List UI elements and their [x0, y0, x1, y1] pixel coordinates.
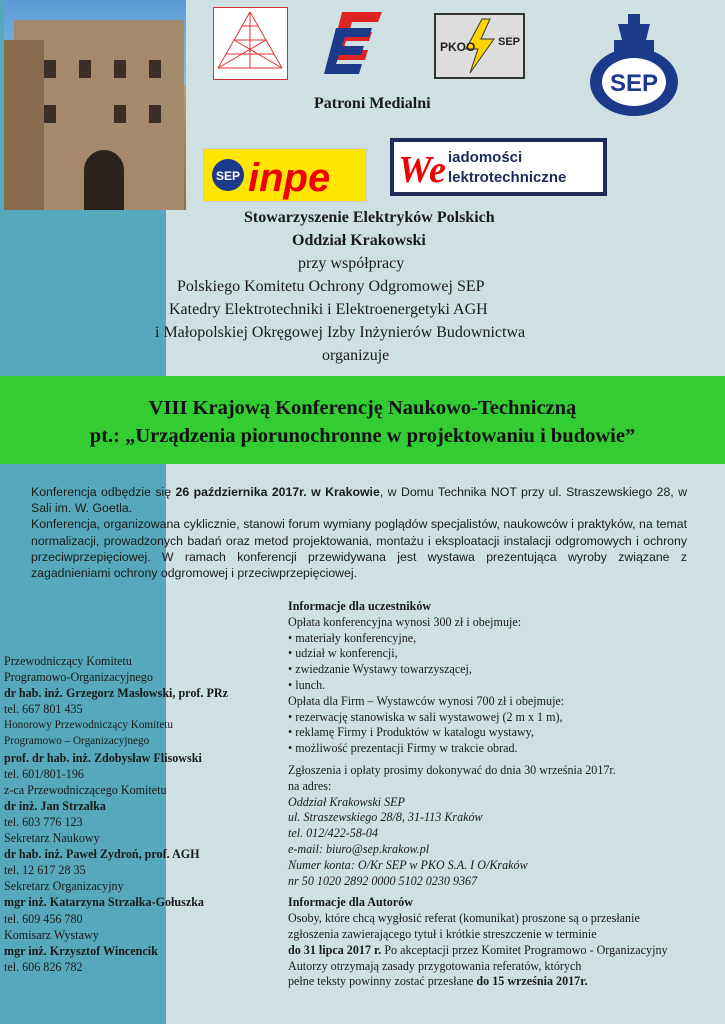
committee-role: Programowo – Organizacyjnego	[4, 735, 150, 748]
lightning-structure-logo	[213, 7, 288, 80]
we-logo	[390, 138, 607, 196]
committee-name: dr hab. inż. Paweł Zydroń, prof. AGH	[4, 847, 200, 862]
svg-text:SEP: SEP	[215, 169, 241, 183]
address-line: nr 50 1020 2892 0000 5102 0230 9367	[288, 873, 478, 888]
committee-name: dr inż. Jan Strzałka	[4, 798, 106, 813]
committee-phone: tel. 667 801 435	[4, 702, 83, 717]
committee-name: dr hab. inż. Grzegorz Masłowski, prof. PRz	[4, 686, 228, 701]
committee-name: mgr inż. Katarzyna Strzałka-Gołuszka	[4, 895, 204, 910]
authors-text: zgłoszenia zawierającego tytuł i krótkie streszczenie w terminie	[288, 926, 597, 941]
email-link[interactable]: e-mail: biuro@sep.krakow.pl	[288, 841, 430, 856]
pkoo-logo	[434, 13, 525, 79]
committee-role: Sekretarz Naukowy	[4, 831, 100, 846]
svg-text:PKOO: PKOO	[440, 40, 476, 54]
committee-role: Programowo-Organizacyjnego	[4, 670, 153, 685]
authors-text: pełne teksty powinny zostać przesłane do 15 września 2017r.	[288, 974, 588, 989]
org-line: przy współpracy	[298, 255, 405, 272]
firm-fee-text: Opłata dla Firm – Wystawców wynosi 700 zł i obejmuje:	[288, 693, 565, 708]
address-line: Numer konta: O/Kr SEP w PKO S.A. I O/Kraków	[288, 857, 528, 872]
firm-fee-item: • rezerwację stanowiska w sali wystawowej (2 m x 1 m),	[288, 709, 563, 724]
committee-list	[4, 653, 284, 975]
committee-role: Komisarz Wystawy	[4, 927, 99, 942]
org-line: organizuje	[322, 347, 390, 364]
window	[79, 60, 91, 78]
window	[44, 60, 56, 78]
committee-phone: tel. 603 776 123	[4, 814, 83, 829]
window	[149, 105, 161, 123]
committee-phone: tel. 606 826 782	[4, 959, 83, 974]
committee-role: Honorowy Przewodniczący Komitetu	[4, 719, 174, 732]
committee-name: mgr inż. Krzysztof Wincencik	[4, 943, 158, 958]
svg-text:inpe: inpe	[248, 156, 331, 200]
conference-subtitle: pt.: „Urządzenia piorunochronne w projektowaniu i budowie”	[89, 425, 636, 447]
firm-fee-item: • reklamę Firmy i Produktów w katalogu wystawy,	[288, 725, 534, 740]
committee-role: z-ca Przewodniczącego Komitetu	[4, 782, 167, 797]
committee-phone: tel. 12 617 28 35	[4, 863, 86, 878]
org-line: i Małopolskiej Okręgowej Izby Inżynierów Budownictwa	[155, 324, 526, 341]
fee-item: • lunch.	[288, 677, 326, 692]
window	[114, 105, 126, 123]
participant-info	[288, 599, 725, 990]
authors-heading: Informacje dla Autorów	[288, 895, 413, 910]
committee-role: Sekretarz Organizacyjny	[4, 879, 124, 894]
window	[44, 105, 56, 123]
fee-item: • zwiedzanie Wystawy towarzyszącej,	[288, 662, 472, 677]
fee-item: • udział w konferencji,	[288, 646, 398, 661]
committee-phone: tel. 601/801-196	[4, 766, 84, 781]
address-label: na adres:	[288, 778, 332, 793]
lightning-bolt-icon	[436, 15, 523, 77]
ee-logo	[322, 10, 388, 77]
fee-text: Opłata konferencyjna wynosi 300 zł i obejmuje:	[288, 614, 522, 629]
window	[114, 60, 126, 78]
org-line: Polskiego Komitetu Ochrony Odgromowej SEP	[177, 278, 485, 295]
svg-text:We: We	[398, 149, 446, 191]
address-line: Oddział Krakowski SEP	[288, 794, 405, 809]
intro-paragraph-2: Konferencja, organizowana cyklicznie, stanowi forum wymiany poglądów specjalistów, naukowców i praktyków, na temat normalizacji, prowadzonych badań oraz metod projektowania, montażu i eksploatacji instalacji odgromowych i ochrony przeciwprzepięciowej. W ramach konferencji przewidywana jest wystawa prezentująca wyroby związane z zagadnieniami ochrony odgromowej i przeciwprzepięciowej.	[31, 517, 687, 581]
svg-text:iadomości: iadomości	[448, 149, 523, 166]
committee-name: prof. dr hab. inż. Zdobysław Flisowski	[4, 750, 202, 765]
conference-title: VIII Krajową Konferencję Naukowo-Techniczną	[148, 397, 577, 419]
conference-title-band	[0, 376, 725, 464]
org-line: Stowarzyszenie Elektryków Polskich	[244, 209, 495, 226]
building-photo	[4, 0, 186, 210]
org-line: Katedry Elektrotechniki i Elektroenergetyki AGH	[169, 301, 488, 318]
building-side	[4, 40, 44, 210]
sep-tower-logo	[588, 12, 680, 122]
window	[149, 60, 161, 78]
svg-text:lektrotechniczne: lektrotechniczne	[448, 169, 567, 186]
intro-text	[31, 484, 687, 581]
inpe-logo	[203, 148, 367, 202]
fee-item: • materiały konferencyjne,	[288, 630, 417, 645]
intro-paragraph-1: Konferencja odbędzie się 26 października 2017r. w Krakowie, w Domu Technika NOT przy ul. Straszewskiego 28, w Sali im. W. Goetla.	[31, 485, 688, 516]
org-line: Oddział Krakowski	[292, 232, 426, 249]
authors-text: do 31 lipca 2017 r. Po akceptacji przez Komitet Programowo - Organizacyjny	[288, 942, 668, 957]
authors-text: Autorzy otrzymają zasady przygotowania referatów, których	[288, 958, 582, 973]
authors-text: Osoby, które chcą wygłosić referat (komunikat) proszone są o przesłanie	[288, 911, 640, 926]
committee-phone: tel. 609 456 780	[4, 911, 83, 926]
deadline-text: Zgłoszenia i opłaty prosimy dokonywać do dnia 30 września 2017r.	[288, 762, 616, 777]
building-arch	[84, 150, 124, 210]
committee-role: Przewodniczący Komitetu	[4, 654, 132, 668]
svg-text:SEP: SEP	[609, 70, 659, 97]
media-patrons-heading: Patroni Medialni	[314, 95, 431, 112]
svg-text:SEP: SEP	[498, 36, 521, 48]
address-line: tel. 012/422-58-04	[288, 826, 379, 841]
firm-fee-item: • możliwość prezentacji Firmy w trakcie obrad.	[288, 741, 518, 756]
address-line: ul. Straszewskiego 28/8, 31-113 Kraków	[288, 810, 483, 825]
participants-heading: Informacje dla uczestników	[288, 599, 432, 613]
